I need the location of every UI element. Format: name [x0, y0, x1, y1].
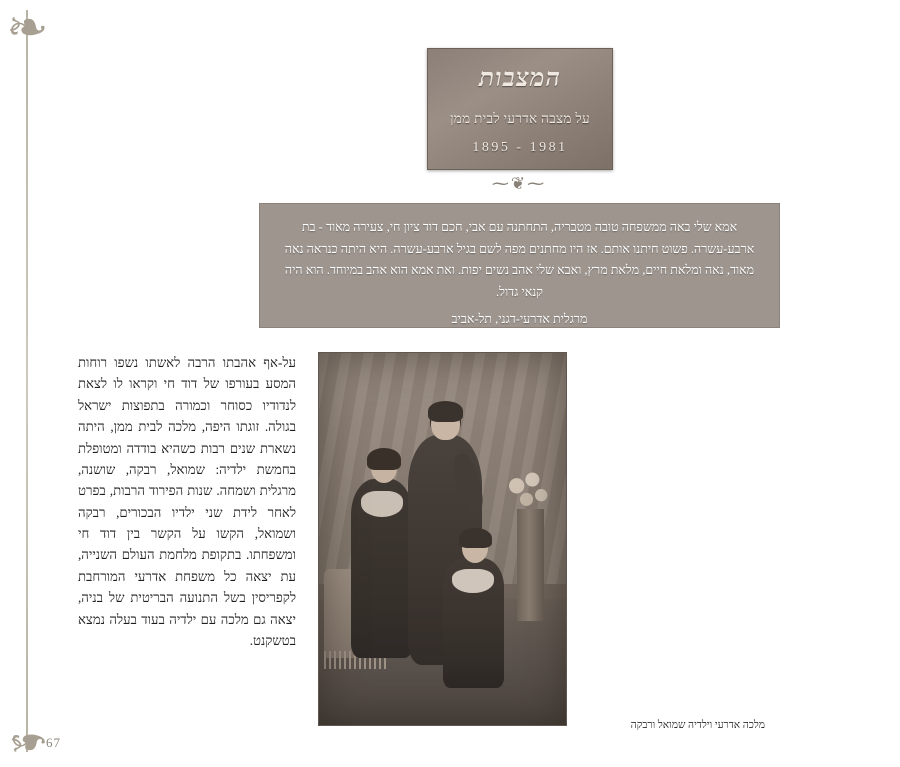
divider-ornament-icon: ⁓❦⁓ — [491, 174, 547, 193]
body-paragraph: על-אף אהבתו הרבה לאשתו נשפו רוחות המסע בעורפו של דוד חי וקראו לו לצאת לנדודיו כסוחר וכמורה בתפוצות ישראל בגולה. זוגתו היפה, מלכה לבית ממן, היתה נשארת שנים רבות כשהיא בודדה ומטופלת בחמשת ילדיה: שמואל, רבקה, שושנה, מרגלית ושמחה. שנות הפירוד הרבות, בפרט לאחר לידת שני ילדיו הבכורים, רבקה ושמואל, הקשו על הקשר בין דוד חי ומשפחתו. בתקופת מלחמת העולם השנייה, עת יצאה כל משפחת אדרעי המורחבת לקפריסין בשל התנועה הבריטית של בניה, יצאה גם מלכה עם ילדיה בעוד בעלה נמצא בטשקנט. — [78, 355, 296, 648]
plaque-years: 1895 - 1981 — [472, 139, 568, 155]
family-photograph — [318, 352, 567, 726]
memorial-plaque — [427, 48, 613, 170]
page-left-border — [26, 10, 28, 752]
photo-background — [319, 353, 566, 725]
quote-block — [259, 203, 780, 328]
flourish-bottom-icon: ❧ — [8, 716, 49, 767]
photo-caption: מלכה אדרעי וילדיה שמואל ורבקה — [630, 720, 765, 731]
quote-attribution: מרגלית אדרעי-דגני, תל-אביב — [451, 312, 588, 326]
page-number: 67 — [46, 735, 61, 750]
quote-text: אמא שלי באה ממשפחה טובה מטבריה, התחתנה עם אבי, חכם דוד ציון חי, צעירה מאוד - בת ארבע-עשרה. פשוט חיתנו אותם. אז היו מחתנים מפה לשם בגיל ארבע-עשרה. היא היתה כנראה נאה מאוד, נאה ומלאת חיים, מלאת מרץ, ואבא שלי אהב נשים יפות. ואת אמא הוא אהב במיוחד. הוא היה קנאי גדול. — [284, 220, 755, 299]
plaque-name-line: על מצבה אדרעי לבית ממן — [450, 110, 590, 126]
plaque-script-title: המצבות — [479, 62, 561, 92]
photo-vignette — [319, 353, 566, 725]
flourish-top-icon: ❧ — [6, 0, 49, 54]
